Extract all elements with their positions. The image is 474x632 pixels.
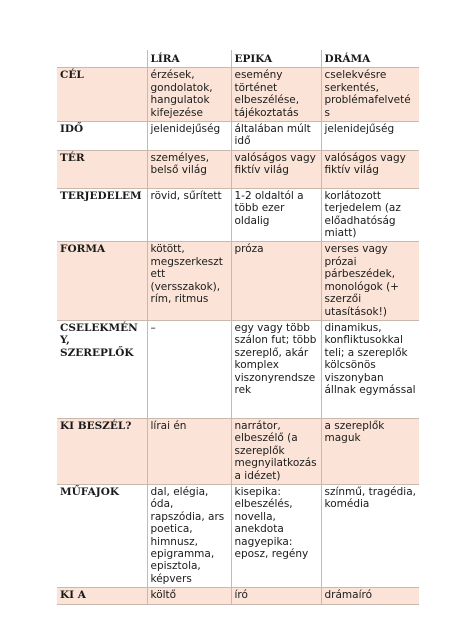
table-cell: érzések, gondolatok, hangulatok kifejezése <box>147 68 231 122</box>
table-row <box>57 150 419 188</box>
table-cell: 1-2 oldaltól a több ezer oldalig <box>231 188 321 242</box>
table-cell: valóságos vagy fiktív világ <box>231 150 321 188</box>
table-cell: rövid, sűrített <box>147 188 231 242</box>
table-row <box>57 188 419 242</box>
table-cell: kisepika: elbeszélés, novella, anekdota nagyepika: eposz, regény <box>231 484 321 587</box>
row-label: KI A <box>57 588 147 604</box>
table-cell: a szereplők maguk <box>321 418 419 484</box>
table-row <box>57 320 419 418</box>
header-corner <box>57 50 147 68</box>
row-label: TERJEDELEM <box>57 188 147 242</box>
table-cell: személyes, belső világ <box>147 150 231 188</box>
table-row <box>57 588 419 604</box>
header-lira: LÍRA <box>147 50 231 68</box>
row-label: TÉR <box>57 150 147 188</box>
header-drama: DRÁMA <box>321 50 419 68</box>
table-cell: esemény történet elbeszélése, tájékoztatás <box>231 68 321 122</box>
row-label: MŰFAJOK <box>57 484 147 587</box>
row-label: FORMA <box>57 242 147 320</box>
table-cell: – <box>147 320 231 418</box>
table-cell: egy vagy több szálon fut; több szereplő, akár komplex viszonyrendszerek <box>231 320 321 418</box>
table-cell: cselekvésre serkentés, problémafelvetés <box>321 68 419 122</box>
genre-comparison-table <box>57 50 419 605</box>
table-cell: narrátor, elbeszélő (a szereplők megnyilatkozása idézet) <box>231 418 321 484</box>
table-cell: kötött, megszerkesztett (versszakok), rím, ritmus <box>147 242 231 320</box>
table-row <box>57 122 419 151</box>
row-label: CSELEKMÉNY, SZEREPLŐK <box>57 320 147 418</box>
table-header-row <box>57 50 419 68</box>
row-label: KI BESZÉL? <box>57 418 147 484</box>
table-cell: valóságos vagy fiktív világ <box>321 150 419 188</box>
table-row <box>57 484 419 587</box>
table-cell: dinamikus, konfliktusokkal teli; a szereplők kölcsönös viszonyban állnak egymással <box>321 320 419 418</box>
table-row <box>57 242 419 320</box>
table-cell: korlátozott terjedelem (az előadhatóság miatt) <box>321 188 419 242</box>
table-cell: verses vagy prózai párbeszédek, monológok (+ szerzői utasítások!) <box>321 242 419 320</box>
table-cell: színmű, tragédia, komédia <box>321 484 419 587</box>
table-cell: író <box>231 588 321 604</box>
table-cell: próza <box>231 242 321 320</box>
table-cell: dal, elégia, óda, rapszódia, ars poetica, himnusz, epigramma, episztola, képvers <box>147 484 231 587</box>
table-cell: jelenidejűség <box>147 122 231 151</box>
row-label: IDŐ <box>57 122 147 151</box>
row-label: CÉL <box>57 68 147 122</box>
header-epika: EPIKA <box>231 50 321 68</box>
table-cell: általában múlt idő <box>231 122 321 151</box>
table-row <box>57 68 419 122</box>
table-cell: költő <box>147 588 231 604</box>
table-cell: jelenidejűség <box>321 122 419 151</box>
table-row <box>57 418 419 484</box>
table-cell: lírai én <box>147 418 231 484</box>
table-cell: drámaíró <box>321 588 419 604</box>
